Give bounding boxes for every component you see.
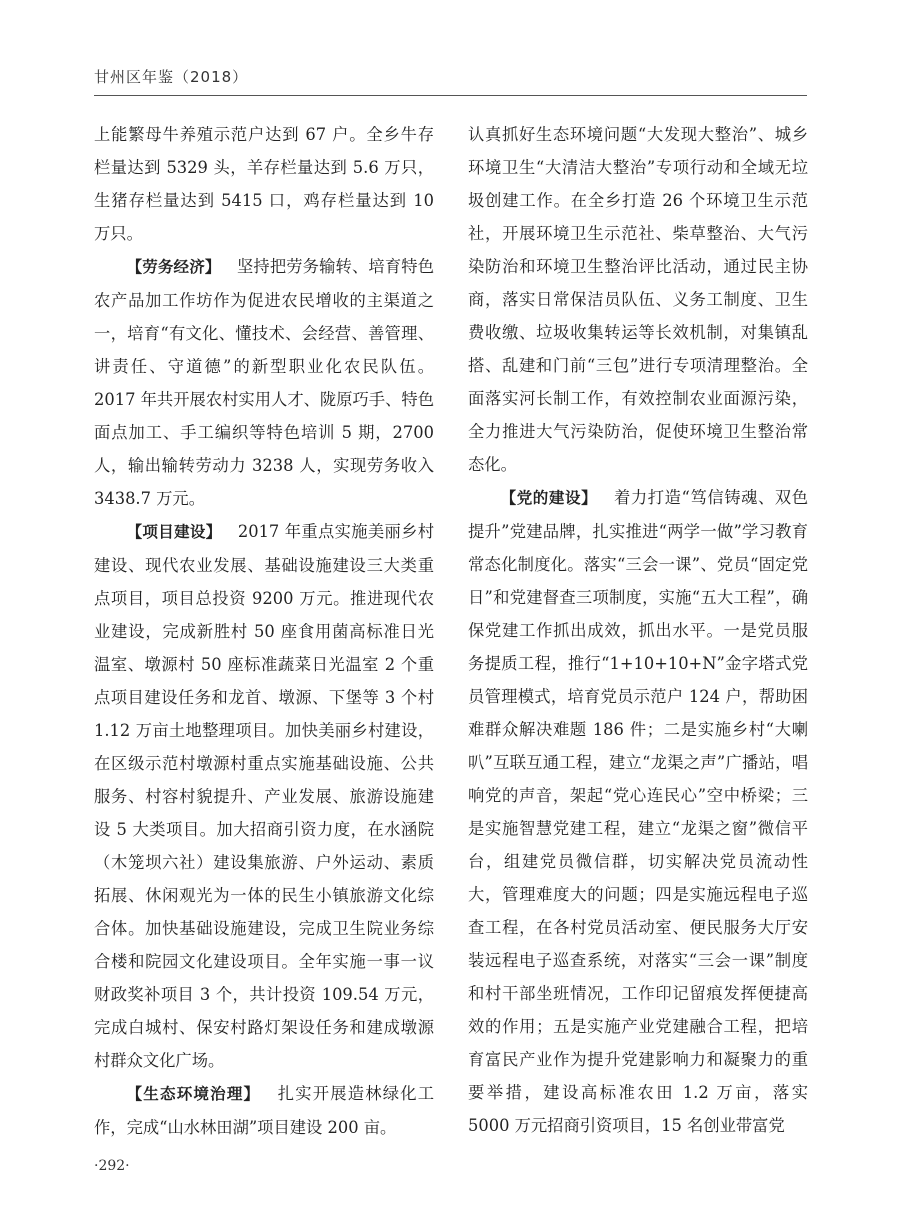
paragraph-livestock: 上能繁母牛养殖示范户达到 67 户。全乡牛存栏量达到 5329 头，羊存栏量达到 5.6 万只，生猪存栏量达到 5415 口，鸡存栏量达到 10 万只。: [94, 125, 434, 243]
page-number: ·292·: [94, 1158, 130, 1174]
section-heading-labor-economy: 【劳务经济】: [126, 258, 221, 276]
paragraph-eco-governance: [94, 1077, 434, 1144]
paragraph-labor-economy: [94, 250, 434, 515]
section-heading-eco-governance: 【生态环境治理】: [126, 1085, 261, 1103]
header-rule: [94, 95, 807, 96]
right-column: [468, 118, 808, 1142]
section-heading-party-building: 【党的建设】: [500, 489, 598, 507]
paragraph-eco-continued: 认真抓好生态环境问题“大发现大整治”、城乡环境卫生“大清洁大整治”专项行动和全域无垃圾创建工作。在全乡打造 26 个环境卫生示范社，开展环境卫生示范社、柴草整治、大气污染防治和环境卫生整治评比活动，通过民主协商，落实日常保洁员队伍、义务工制度、卫生费收缴、垃圾收集转运等长效机制，对集镇乱搭、乱建和门前“三包”进行专项清理整治。全面落实河长制工作，有效控制农业面源污染，全力推进大气污染防治，促使环境卫生整治常态化。: [468, 125, 808, 474]
left-column: [94, 118, 434, 1144]
section-heading-project-construction: 【项目建设】: [126, 523, 222, 541]
paragraph-body: 着力打造“笃信铸魂、双色提升”党建品牌，扎实推进“两学一做”学习教育常态化制度化。落实“三会一课”、党员“固定党日”和党建督查三项制度，实施“五大工程”，确保党建工作抓出成效，抓出水平。一是党员服务提质工程，推行“1+10+10+N”金字塔式党员管理模式，培育党员示范户 124 户，帮助困难群众解决难题 186 件；二是实施乡村“大喇叭”互联互通工程，建立“龙渠之声”广播站，唱响党的声音，架起“党心连民心”空中桥梁；三是实施智慧党建工程，建立“龙渠之窗”微信平台，组建党员微信群，切实解决党员流动性大，管理难度大的问题；四是实施远程电子巡查工程，在各村党员活动室、便民服务大厅安装远程电子巡查系统，对落实“三会一课”制度和村干部坐班情况，工作印记留痕发挥便捷高效的作用；五是实施产业党建融合工程，把培育富民产业作为提升党建影响力和凝聚力的重要举措，建设高标准农田 1.2 万亩，落实 5000 万元招商引资项目，15 名创业带富党: [468, 488, 808, 1135]
paragraph-project-construction: [94, 515, 434, 1077]
paragraph-body: 2017 年重点实施美丽乡村建设、现代农业发展、基础设施建设三大类重点项目，项目总投资 9200 万元。推进现代农业建设，完成新胜村 50 座食用菌高标准日光温室、墩源村 50 座标准蔬菜日光温室 2 个重点项目建设任务和龙首、墩源、下堡等 3 个村 1.12 万亩土地整理项目。加快美丽乡村建设，在区级示范村墩源村重点实施基础设施、公共服务、村容村貌提升、产业发展、旅游设施建设 5 大类项目。加大招商引资力度，在水涵院（木笼坝六社）建设集旅游、户外运动、素质拓展、休闲观光为一体的民生小镇旅游文化综合体。加快基础设施建设，完成卫生院业务综合楼和院园文化建设项目。全年实施一事一议财政奖补项目 3 个，共计投资 109.54 万元，完成白城村、保安村路灯架设任务和建成墩源村群众文化广场。: [94, 522, 434, 1070]
paragraph-party-building: [468, 481, 808, 1142]
paragraph-body: 坚持把劳务输转、培育特色农产品加工作坊作为促进农民增收的主渠道之一，培育“有文化、懂技术、会经营、善管理、讲责任、守道德”的新型职业化农民队伍。2017 年共开展农村实用人才、陇原巧手、特色面点加工、手工编织等特色培训 5 期，2700 人，输出输转劳动力 3238 人，实现劳务收入 3438.7 万元。: [94, 257, 434, 508]
running-header: 甘州区年鉴（2018）: [94, 68, 249, 86]
paragraph-body: 扎实开展造林绿化工作，完成“山水林田湖”项目建设 200 亩。: [94, 1084, 434, 1137]
